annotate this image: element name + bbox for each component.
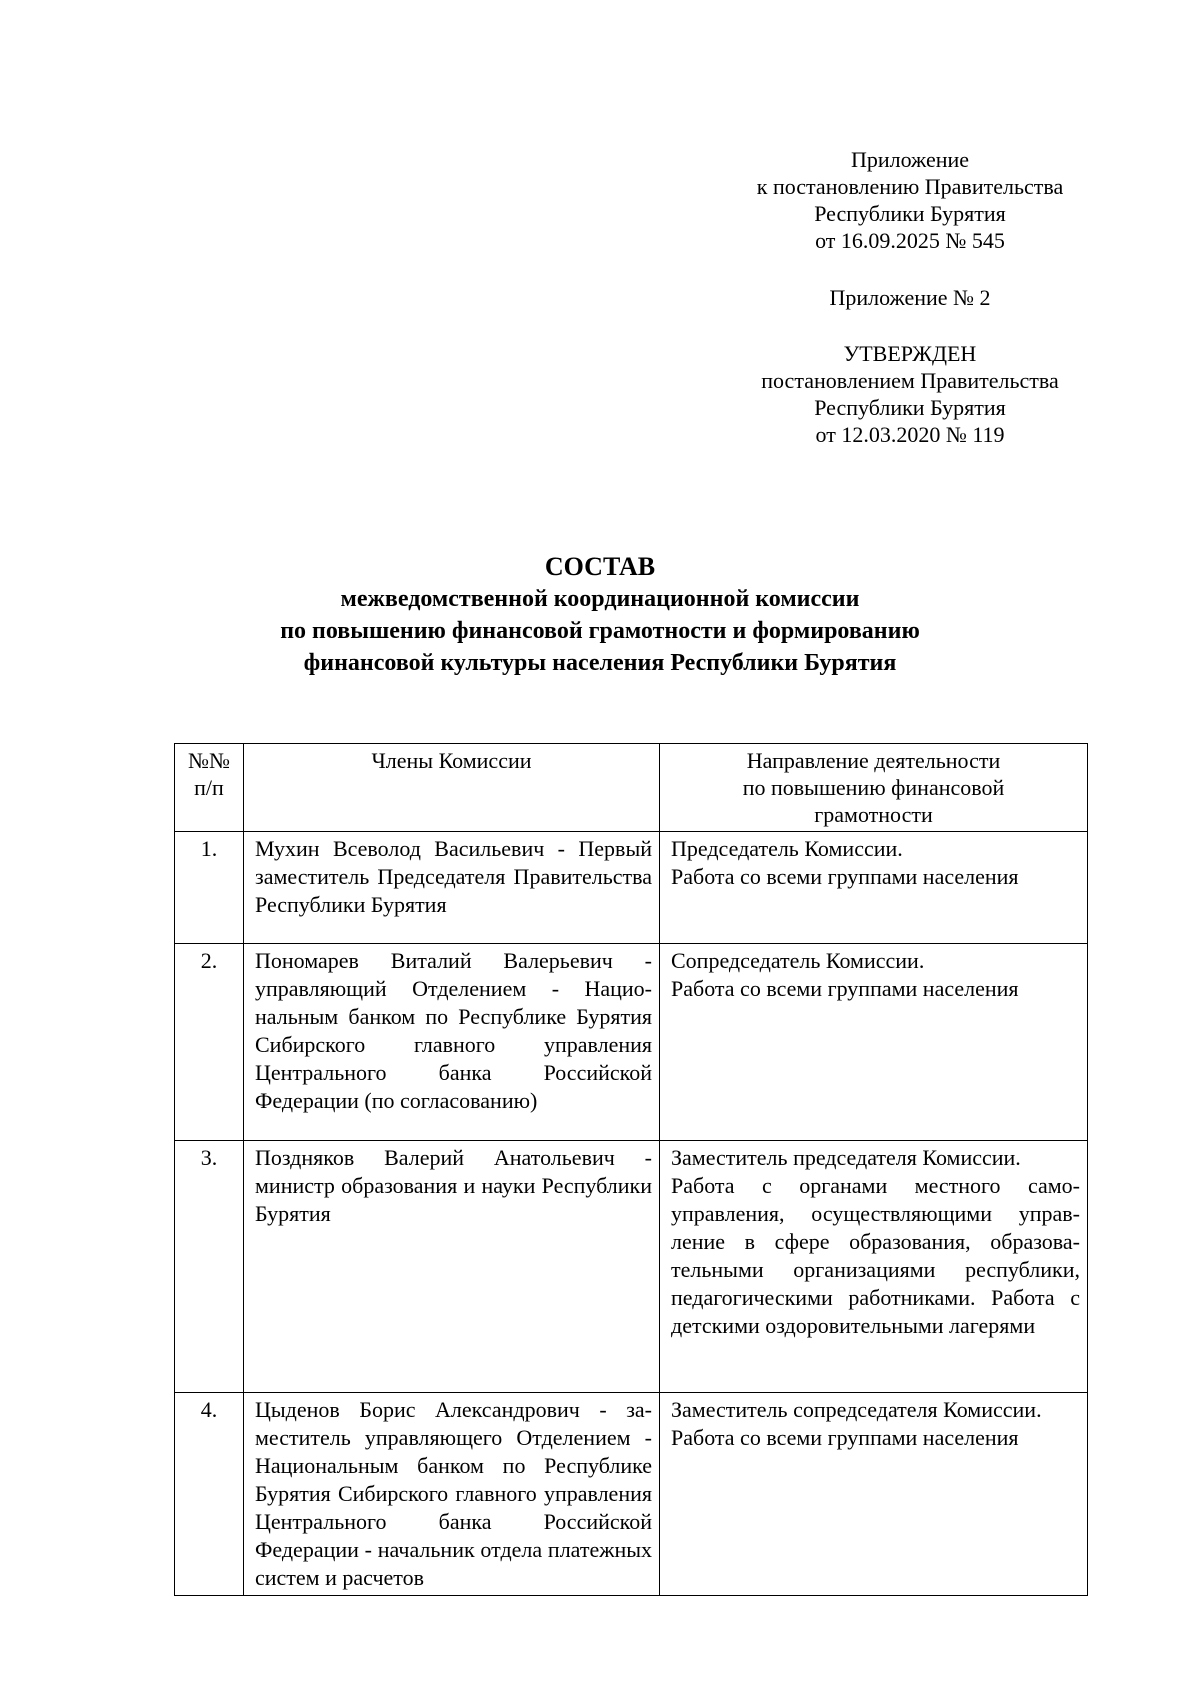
- header-num-line2: п/п: [194, 775, 224, 800]
- direction-text: Работа с органами местного самоуправления, осуществляющими управление в сфере образования, образовательными организациями республики, педагогическими работниками. Работа с детскими оздоровительными лагерями: [671, 1173, 1080, 1338]
- direction-role: Председатель Комиссии.: [671, 836, 903, 861]
- header-num: [175, 744, 244, 832]
- member-cell: Пономарев Виталий Валерьевич - управляющий Отделением - Национальным банком по Республике Бурятия Сибирского главного управления Центрального банка Российской Федерации (по согласованию): [244, 944, 660, 1141]
- header-direction-line1: Направление деятельности: [746, 748, 1001, 773]
- header-direction: [660, 744, 1088, 832]
- document-title: [150, 551, 1050, 679]
- members-table: [174, 743, 1088, 1596]
- header-direction-line2: по повышению финансовой: [742, 775, 1005, 800]
- header-members-label: Члены Комиссии: [371, 748, 532, 773]
- table-row: [175, 1141, 1088, 1393]
- appendix-number-block: [730, 284, 1090, 311]
- appendix-to-line2: Республики Бурятия: [814, 201, 1006, 226]
- table-row: [175, 832, 1088, 944]
- approved-label: УТВЕРЖДЕН: [843, 341, 977, 366]
- row-number: 2.: [175, 944, 244, 1141]
- title-line3: финансовой культуры населения Республики Бурятия: [303, 650, 897, 676]
- direction-text: Работа со всеми группами населения: [671, 976, 1019, 1001]
- member-cell: Поздняков Валерий Анатольевич - министр образования и науки Республики Бурятия: [244, 1141, 660, 1393]
- direction-text: Работа со всеми группами населения: [671, 1425, 1019, 1450]
- table-header-row: [175, 744, 1088, 832]
- appendix-label: Приложение: [850, 147, 970, 172]
- table-row: [175, 1393, 1088, 1596]
- row-number: 1.: [175, 832, 244, 944]
- table-row: [175, 944, 1088, 1141]
- row-number: 4.: [175, 1393, 244, 1596]
- direction-cell: [660, 832, 1088, 944]
- appendix-date: от 16.09.2025 № 545: [815, 228, 1005, 253]
- title-line1: межведомственной координационной комиссии: [340, 586, 860, 612]
- row-number: 3.: [175, 1141, 244, 1393]
- approved-date: от 12.03.2020 № 119: [815, 422, 1005, 447]
- direction-text: Работа со всеми группами населения: [671, 864, 1019, 889]
- header-direction-line3: грамотности: [814, 802, 933, 827]
- approved-block: [730, 340, 1090, 448]
- header-num-line1: №№: [188, 748, 230, 773]
- appendix-to-line1: к постановлению Правительства: [756, 174, 1064, 199]
- approved-line1: постановлением Правительства: [761, 368, 1059, 393]
- title-main: СОСТАВ: [544, 552, 656, 581]
- direction-role: Сопредседатель Комиссии.: [671, 948, 925, 973]
- header-members: [244, 744, 660, 832]
- appendix-number: Приложение № 2: [829, 285, 991, 310]
- direction-cell: [660, 1141, 1088, 1393]
- direction-role: Заместитель сопредседателя Комиссии.: [671, 1397, 1042, 1422]
- member-cell: Цыденов Борис Александрович - заместитель управляющего Отделением - Национальным банком по Республике Бурятия Сибирского главного управления Центрального банка Российской Федерации - начальник отдела платежных систем и расчетов: [244, 1393, 660, 1596]
- appendix-header: [730, 146, 1090, 254]
- member-cell: Мухин Всеволод Васильевич - Первый заместитель Председателя Правительства Республики Бурятия: [244, 832, 660, 944]
- direction-cell: [660, 944, 1088, 1141]
- approved-line2: Республики Бурятия: [814, 395, 1006, 420]
- direction-role: Заместитель председателя Комиссии.: [671, 1145, 1021, 1170]
- title-line2: по повышению финансовой грамотности и формированию: [280, 618, 920, 644]
- direction-cell: [660, 1393, 1088, 1596]
